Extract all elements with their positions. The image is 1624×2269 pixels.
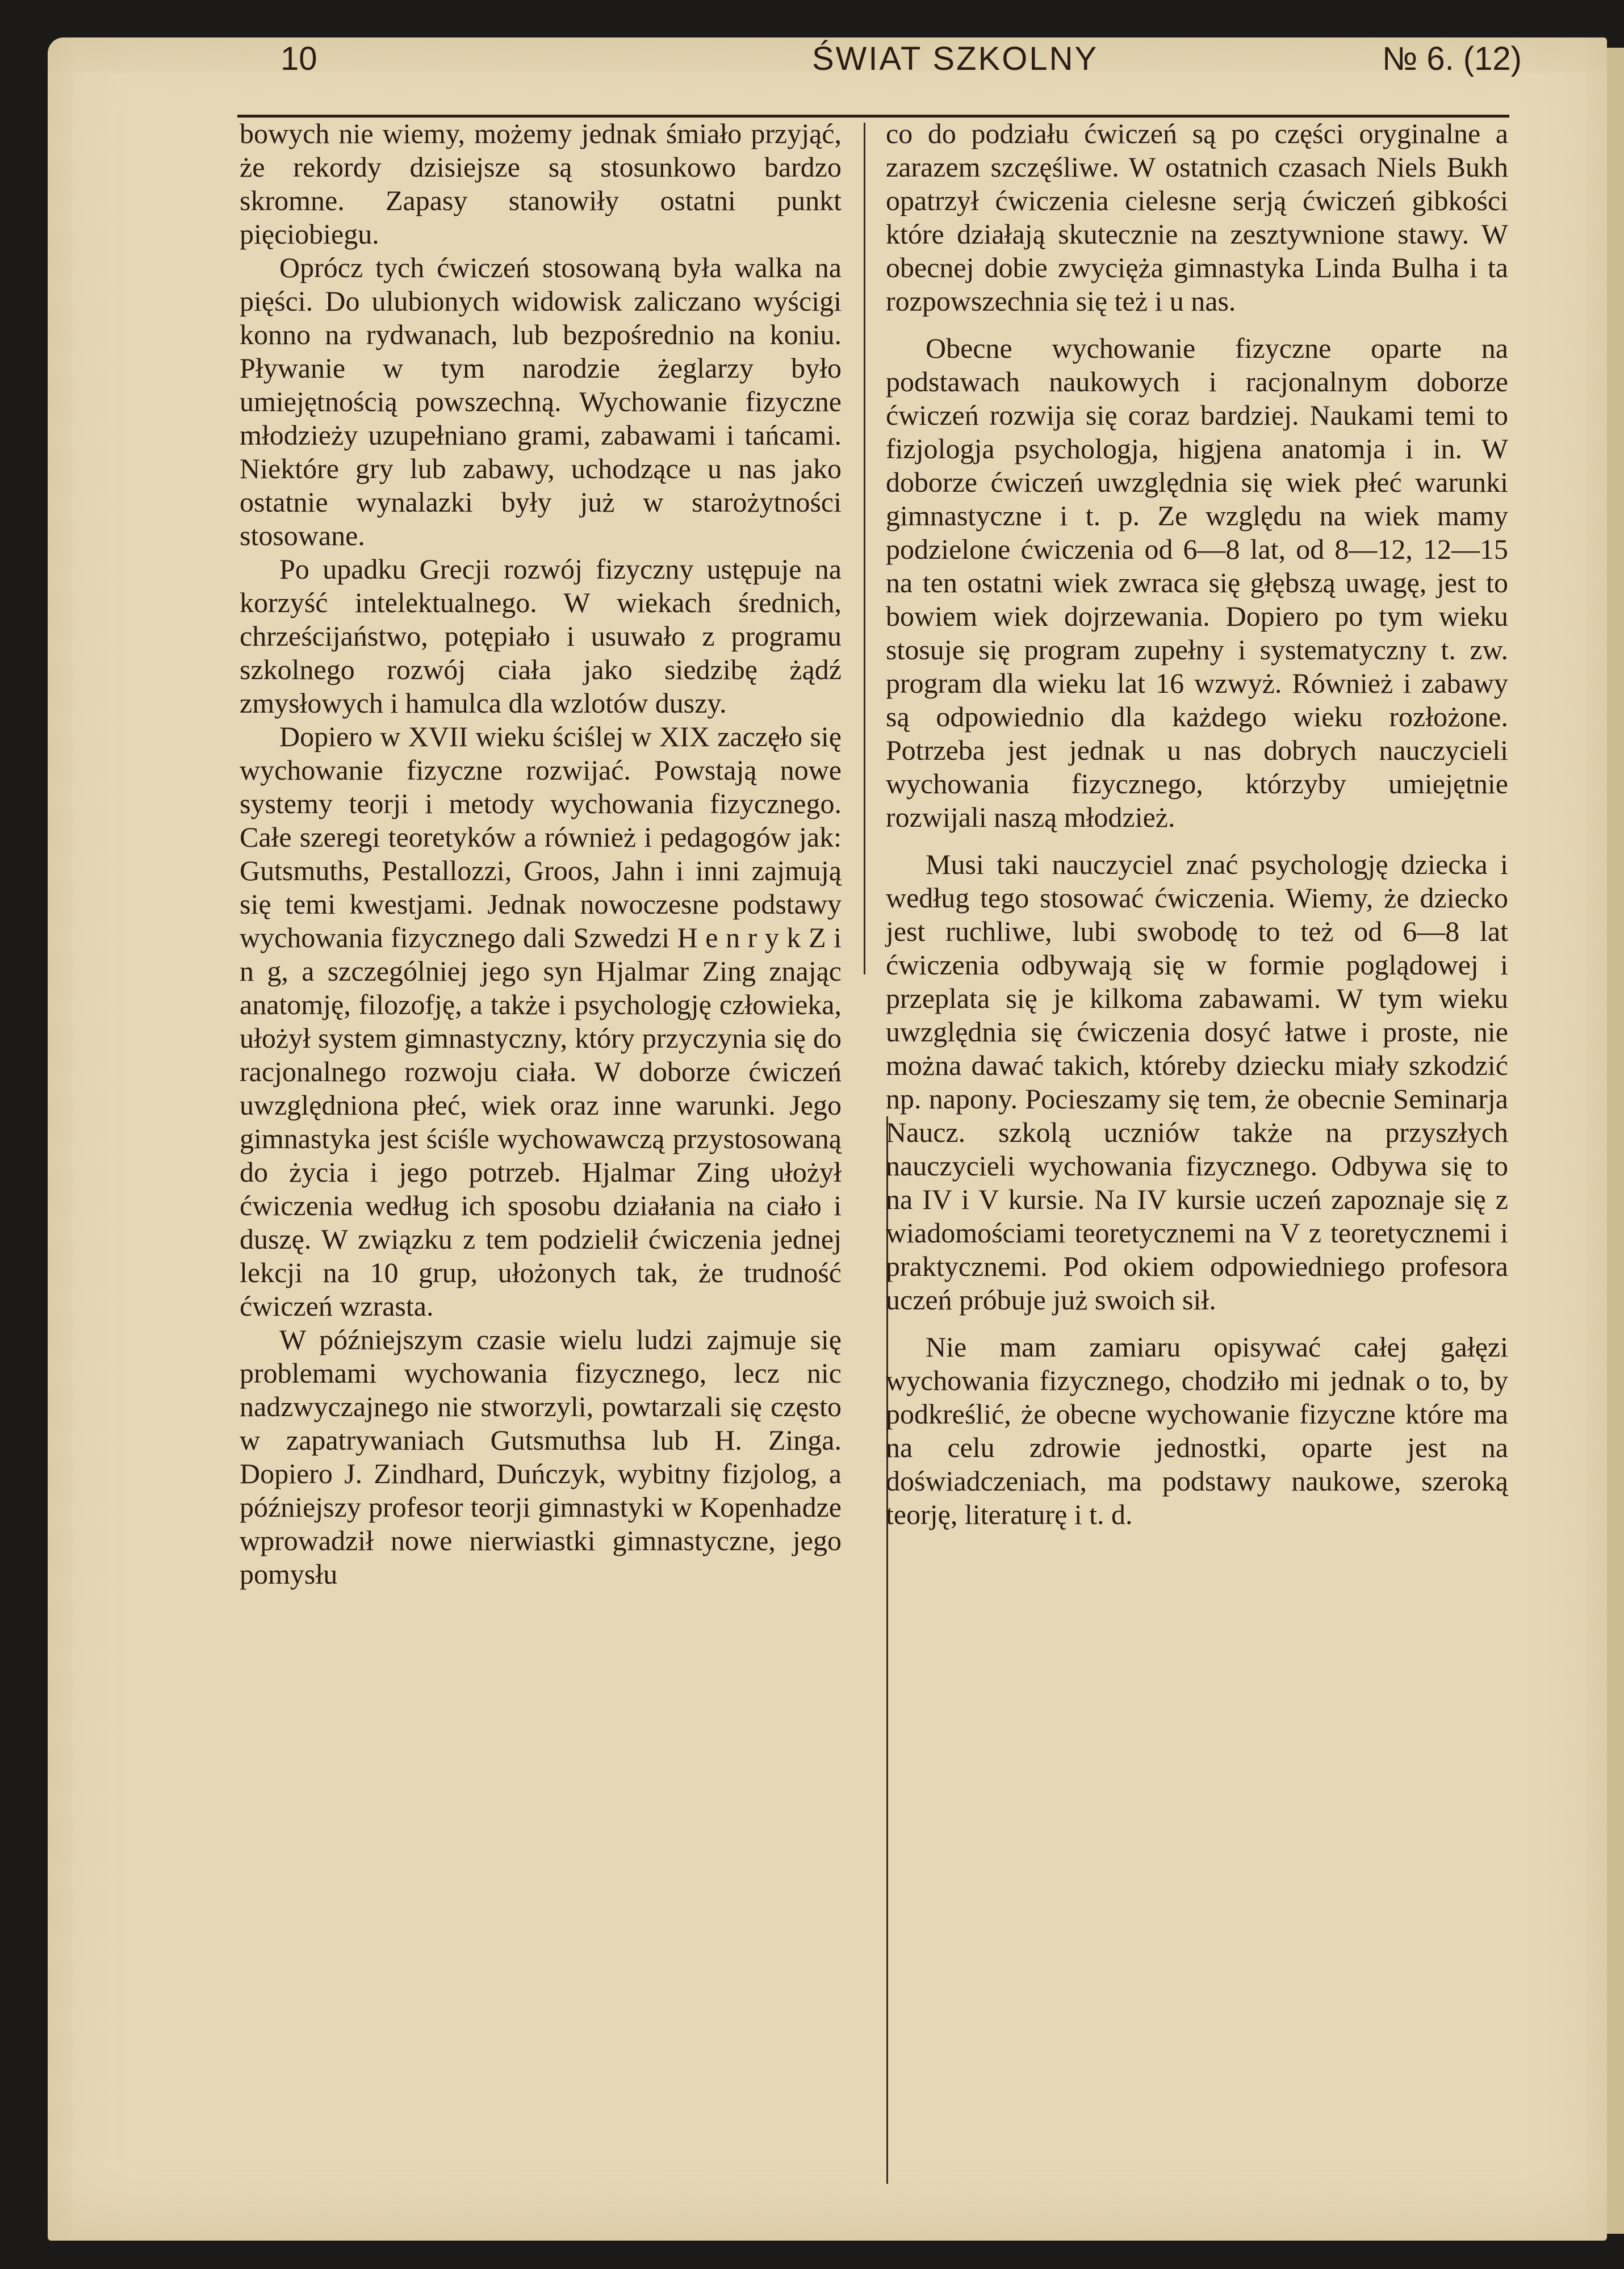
publication-title: ŚWIAT SZKOLNY: [812, 40, 1099, 77]
left-column: [240, 117, 842, 1591]
left-paragraph-4: Dopiero w XVII wieku ściślej w XIX zaczęło się wychowanie fizyczne rozwijać. Powstają nowe systemy teorji i metody wychowania fizycznego. Całe szeregi teoretyków a również i pedagogów jak: Gutsmuths, Pestallozzi, Groos, Jahn i inni zajmują się temi kwestjami. Jednak nowoczesne podstawy wychowania fizycznego dali Szwedzi H e n r y k Z i n g, a szczególniej jego syn Hjalmar Zing znając anatomję, filozofję, a także i psychologję człowieka, ułożył system gimnastyczny, który przyczynia się do racjonalnego rozwoju ciała. W doborze ćwiczeń uwzględniona płeć, wiek oraz inne warunki. Jego gimnastyka jest ściśle wychowawczą przystosowaną do życia i jego potrzeb. Hjalmar Zing ułożył ćwiczenia według ich sposobu działania na ciało i duszę. W związku z tem podzielił ćwiczenia jednej lekcji na 10 grup, ułożonych tak, że trudność ćwiczeń wzrasta.: [240, 721, 842, 1322]
left-paragraph-1: bowych nie wiemy, możemy jednak śmiało przyjąć, że rekordy dzisiejsze są stosunkowo bardzo skromne. Zapasy stanowiły ostatni punkt pięciobiegu.: [240, 118, 842, 250]
issue-number: № 6. (12): [1382, 40, 1522, 77]
paragraph-gap: [886, 1317, 1508, 1330]
newspaper-page: [48, 37, 1607, 2241]
right-paragraph-3: Musi taki nauczyciel znać psychologję dziecka i według tego stosować ćwiczenia. Wiemy, że dziecko jest ruchliwe, lubi swobodę to też od 6—8 lat ćwiczenia odbywają się w formie poglądowej i przeplata się je kilkoma zabawami. W tym wieku uwzględnia się ćwiczenia dosyć łatwe i proste, nie można dawać takich, któreby dziecku miały szkodzić np. napony. Pocieszamy się tem, że obecnie Seminarja Naucz. szkolą uczniów także na przyszłych nauczycieli wychowania fizycznego. Odbywa się to na IV i V kursie. Na IV kursie uczeń zapoznaje się z wiadomościami teoretycznemi na V z teoretycznemi i praktycznemi. Pod okiem odpowiedniego profesora uczeń próbuje już swoich sił.: [886, 848, 1508, 1316]
paragraph-gap: [886, 318, 1508, 332]
right-paragraph-1: co do podziału ćwiczeń są po części oryginalne a zarazem szczęśliwe. W ostatnich czasach Niels Bukh opatrzył ćwiczenia cielesne serją ćwiczeń gibkości które działają skutecznie na zesztywnione stawy. W obecnej dobie zwycięża gimnastyka Linda Bulha i ta rozpowszechnia się też i u nas.: [886, 118, 1508, 317]
column-divider: [864, 123, 865, 974]
right-paragraph-2: Obecne wychowanie fizyczne oparte na podstawach naukowych i racjonalnym doborze ćwiczeń rozwija się coraz bardziej. Naukami temi to fizjologja psychologja, higjena anatomja i in. W doborze ćwiczeń uwzględnia się wiek płeć warunki gimnastyczne i t. p. Ze względu na wiek mamy podzielone ćwiczenia od 6—8 lat, od 8—12, 12—15 na ten ostatni wiek zwraca się głębszą uwagę, jest to bowiem wiek dojrzewania. Dopiero po tym wieku stosuje się program zupełny i systematyczny t. zw. program dla wieku lat 16 wzwyż. Również i zabawy są odpowiednio dla każdego wieku rozłożone. Potrzeba jest jednak u nas dobrych nauczycieli wychowania fizycznego, którzyby umiejętnie rozwijali naszą młodzież.: [886, 332, 1508, 833]
right-paragraph-4: Nie mam zamiaru opisywać całej gałęzi wychowania fizycznego, chodziło mi jednak o to, by podkreślić, że obecne wychowanie fizyczne które ma na celu zdrowie jednostki, oparte jest na doświadczeniach, ma podstawy naukowe, szeroką teorję, literaturę i t. d.: [886, 1331, 1508, 1530]
paragraph-gap: [886, 834, 1508, 848]
left-paragraph-3: Po upadku Grecji rozwój fizyczny ustępuje na korzyść intelektualnego. W wiekach średnich, chrześcijaństwo, potępiało i usuwało z programu szkolnego rozwój ciała jako siedzibę żądź zmysłowych i hamulca dla wzlotów duszy.: [240, 553, 842, 719]
left-paragraph-2: Oprócz tych ćwiczeń stosowaną była walka na pięści. Do ulubionych widowisk zaliczano wyścigi konno na rydwanach, lub bezpośrednio na koniu. Pływanie w tym narodzie żeglarzy było umiejętnością powszechną. Wychowanie fizyczne młodzieży uzupełniano grami, zabawami i tańcami. Niektóre gry lub zabawy, uchodzące u nas jako ostatnie wynalazki były już w starożytności stosowane.: [240, 252, 842, 551]
page-header: [235, 40, 1558, 77]
left-paragraph-5: W późniejszym czasie wielu ludzi zajmuje się problemami wychowania fizycznego, lecz nic nadzwyczajnego nie stworzyli, powtarzali się często w zapatrywaniach Gutsmuthsa lub H. Zinga. Dopiero J. Zindhard, Duńczyk, wybitny fizjolog, a późniejszy profesor teorji gimnastyki w Kopenhadze wprowadził nowe nierwiastki gimnastyczne, jego pomysłu: [240, 1324, 842, 1590]
right-column: [886, 117, 1508, 1531]
page-number: 10: [281, 40, 317, 77]
